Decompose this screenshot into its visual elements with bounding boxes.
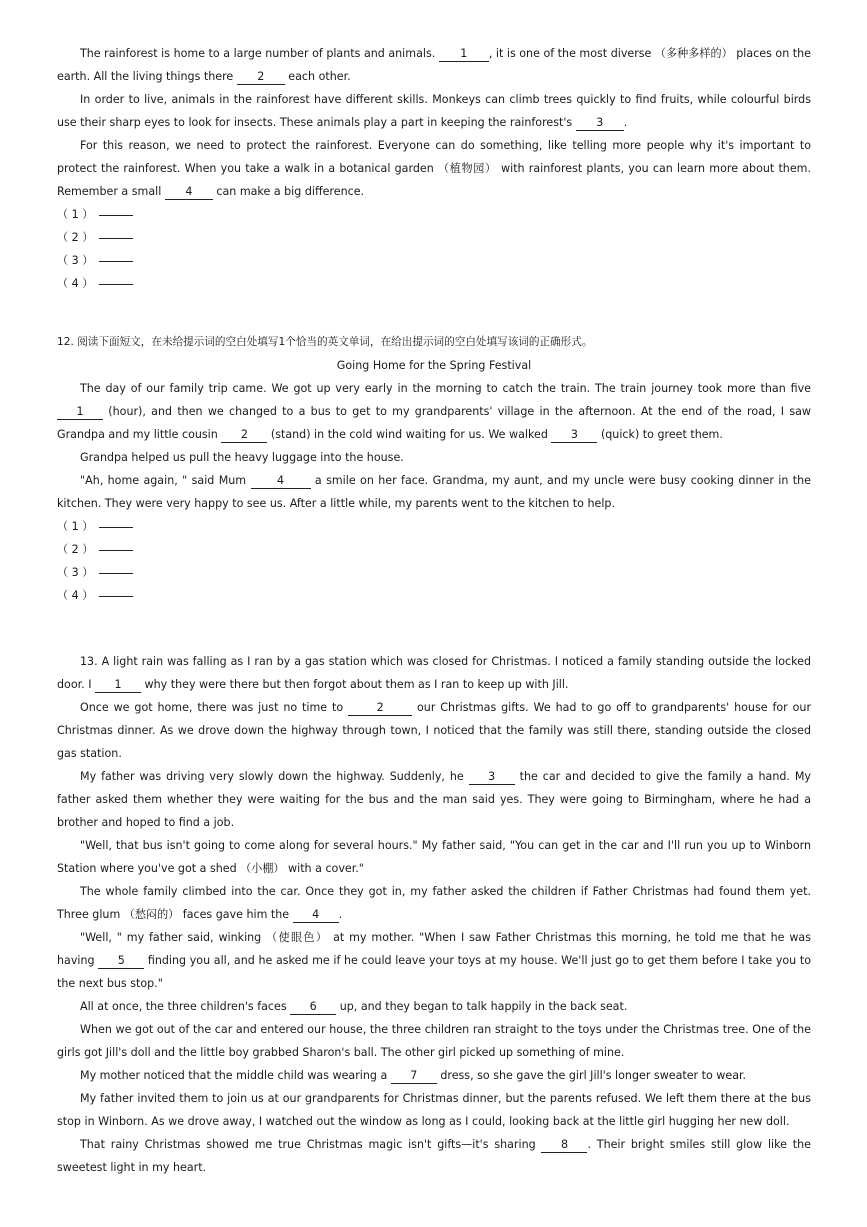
q12-paragraph-2: Grandpa helped us pull the heavy luggage into the house. [80,451,404,464]
q13-paragraph-10: My father invited them to join us at our grandparents for Christmas dinner, but the parents refused. We left them there at the bus stop in Winborn. As we drove away, I watched out the window as long as I could, looking back at the little girl hugging her new doll. [57,1092,811,1128]
q13-paragraph-8: When we got out of the car and entered our house, the three children ran straight to the toys under the Christmas tree. One of the girls got Jill's doll and the little boy grabbed Sharon's ball. The other girl picked up something of mine. [57,1023,811,1059]
answer-line [99,527,133,528]
q13-paragraph-3: My father was driving very slowly down the highway. Suddenly, he 3 the car and decided to give the family a hand. My father asked them whether they were waiting for the bus and the man said yes. They were going to Birmingham, where he had a brother and hoped to find a job. [57,770,811,829]
q13-blank-2[interactable]: 2 [348,701,412,716]
q11-paragraph-2: In order to live, animals in the rainforest have different skills. Monkeys can climb trees quickly to find fruits, while colourful birds use their sharp eyes to look for insects. These animals play a part in keeping the rainforest's 3 . [57,93,811,129]
q12-paragraph-1: The day of our family trip came. We got up very early in the morning to catch the train. The train journey took more than five 1 (hour), and then we changed to a bus to get to my grandparents' village in the afternoon. At the end of the road, I saw Grandpa and my little cousin 2 (stand) in the cold wind waiting for us. We walked 3 (quick) to greet them. [57,382,812,441]
q12-title: Going Home for the Spring Festival [336,359,532,372]
q13-blank-6[interactable]: 6 [290,1000,336,1015]
q13-blank-5[interactable]: 5 [98,954,144,969]
q13-paragraph-4: "Well, that bus isn't going to come along for several hours." My father said, "You can get in the car and I'll run you up to Winborn Station where you've got a shed （小棚） with a cover." [57,839,811,875]
spacer [57,607,811,650]
q12-answer-1[interactable]: （ 1 ） [57,515,811,538]
q11-paragraph-3: For this reason, we need to protect the rainforest. Everyone can do something, like telling more people why it's important to protect the rainforest. When you take a walk in a botanical garden （植物园） with rainforest plants, you can learn more about them. Remember a small 4 can make a big difference. [57,139,811,198]
q11-answer-1[interactable]: （ 1 ） [57,203,811,226]
answer-line [99,261,133,262]
q12-blank-1[interactable]: 1 [57,405,103,420]
q12-blank-4[interactable]: 4 [251,474,311,489]
q11-blank-4[interactable]: 4 [165,185,213,200]
spacer [57,295,811,331]
q11-blank-2[interactable]: 2 [237,70,285,85]
answer-line [99,573,133,574]
answer-line [99,215,133,216]
q11-paragraph-1: The rainforest is home to a large number of plants and animals. 1 , it is one of the most diverse （多种多样的） places on the earth. All the living things there 2 each other. [57,47,811,83]
q11-answer-4[interactable]: （ 4 ） [57,272,811,295]
worksheet-page [57,42,811,1179]
q11-answer-2[interactable]: （ 2 ） [57,226,811,249]
q13-blank-8[interactable]: 8 [541,1138,587,1153]
q12-blank-2[interactable]: 2 [221,428,267,443]
q11-blank-3[interactable]: 3 [576,116,624,131]
q13-paragraph-7: All at once, the three children's faces 6 up, and they began to talk happily in the back seat. [80,1000,628,1013]
q12-instruction: 12. 阅读下面短文，在未给提示词的空白处填写1个恰当的英文单词，在给出提示词的空白处填写该词的正确形式。 [57,336,593,348]
q13-blank-1[interactable]: 1 [95,678,141,693]
q12-answer-3[interactable]: （ 3 ） [57,561,811,584]
q13-paragraph-2: Once we got home, there was just no time to 2 our Christmas gifts. We had to go off to grandparents' house for our Christmas dinner. As we drove down the highway through town, I noticed that the family was still there, standing outside the closed gas station. [57,701,812,760]
q13-paragraph-9: My mother noticed that the middle child was wearing a 7 dress, so she gave the girl Jill's longer sweater to wear. [80,1069,747,1082]
q11-blank-1[interactable]: 1 [439,47,489,62]
q11-answer-3[interactable]: （ 3 ） [57,249,811,272]
q12-answer-2[interactable]: （ 2 ） [57,538,811,561]
answer-line [99,596,133,597]
q12-blank-3[interactable]: 3 [551,428,597,443]
q12-paragraph-3: "Ah, home again, " said Mum 4 a smile on her face. Grandma, my aunt, and my uncle were busy cooking dinner in the kitchen. They were very happy to see us. After a little while, my parents went to the kitchen to help. [57,474,812,510]
q13-paragraph-5: The whole family climbed into the car. Once they got in, my father asked the children if Father Christmas had found them yet. Three glum （愁闷的） faces gave him the 4 . [57,885,811,921]
answer-line [99,238,133,239]
q13-paragraph-6: "Well, " my father said, winking （使眼色） at my mother. "When I saw Father Christmas this morning, he told me that he was having 5 finding you all, and he asked me if he could leave your toys at my house. We'll just go to get them before I take you to the next bus stop." [57,931,811,990]
q13-blank-3[interactable]: 3 [469,770,515,785]
q13-paragraph-1: 13. A light rain was falling as I ran by a gas station which was closed for Christmas. I noticed a family standing outside the locked door. I 1 why they were there but then forgot about them as I ran to keep up with Jill. [57,655,811,691]
answer-line [99,284,133,285]
q13-blank-7[interactable]: 7 [391,1069,437,1084]
q13-blank-4[interactable]: 4 [293,908,339,923]
q13-paragraph-11: That rainy Christmas showed me true Christmas magic isn't gifts—it's sharing 8 . Their bright smiles still glow like the sweetest light in my heart. [57,1138,811,1174]
q12-answer-4[interactable]: （ 4 ） [57,584,811,607]
answer-line [99,550,133,551]
